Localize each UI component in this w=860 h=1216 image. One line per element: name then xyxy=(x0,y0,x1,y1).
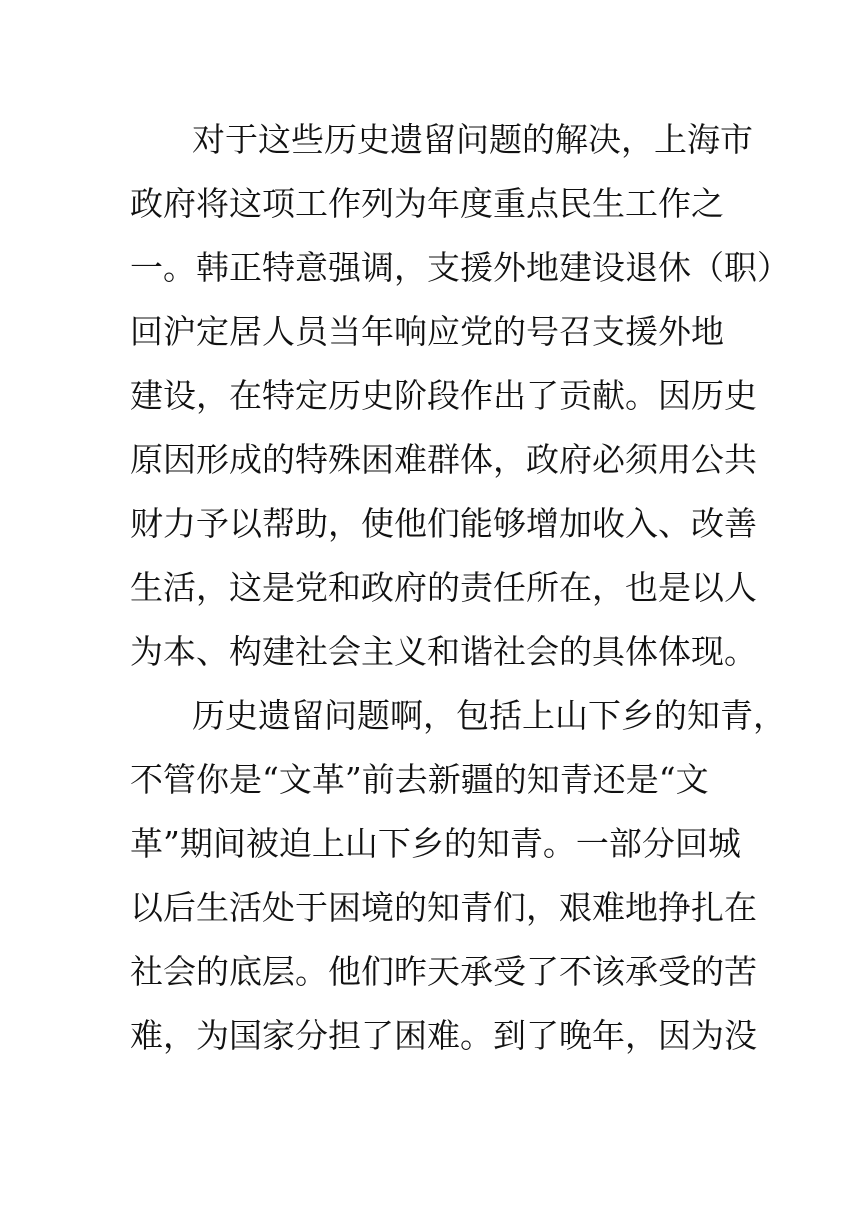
paragraph-2 xyxy=(130,684,786,1068)
text-line: 革”期间被迫上山下乡的知青。一部分回城 xyxy=(130,824,741,863)
text-line: 为本、构建社会主义和谐社会的具体体现。 xyxy=(130,632,757,671)
text-line: 一。韩正特意强调，支援外地建设退休（职） xyxy=(130,248,790,287)
text-line: 以后生活处于困境的知青们，艰难地挣扎在 xyxy=(130,888,757,927)
text-line: 政府将这项工作列为年度重点民生工作之 xyxy=(130,184,724,223)
text-line: 回沪定居人员当年响应党的号召支援外地 xyxy=(130,312,724,351)
text-line: 对于这些历史遗留问题的解决，上海市 xyxy=(192,120,753,159)
text-line: 历史遗留问题啊，包括上山下乡的知青， xyxy=(192,696,786,735)
text-line: 财力予以帮助，使他们能够增加收入、改善 xyxy=(130,504,757,543)
text-line: 原因形成的特殊困难群体，政府必须用公共 xyxy=(130,440,757,479)
paragraph-1 xyxy=(130,108,790,684)
text-line: 社会的底层。他们昨天承受了不该承受的苦 xyxy=(130,952,757,991)
text-line: 难，为国家分担了困难。到了晚年，因为没 xyxy=(130,1016,757,1055)
text-line: 生活，这是党和政府的责任所在，也是以人 xyxy=(130,568,757,607)
text-line: 不管你是“文革”前去新疆的知青还是“文 xyxy=(130,760,709,799)
text-line: 建设，在特定历史阶段作出了贡献。因历史 xyxy=(130,376,757,415)
document-body xyxy=(130,108,790,1068)
